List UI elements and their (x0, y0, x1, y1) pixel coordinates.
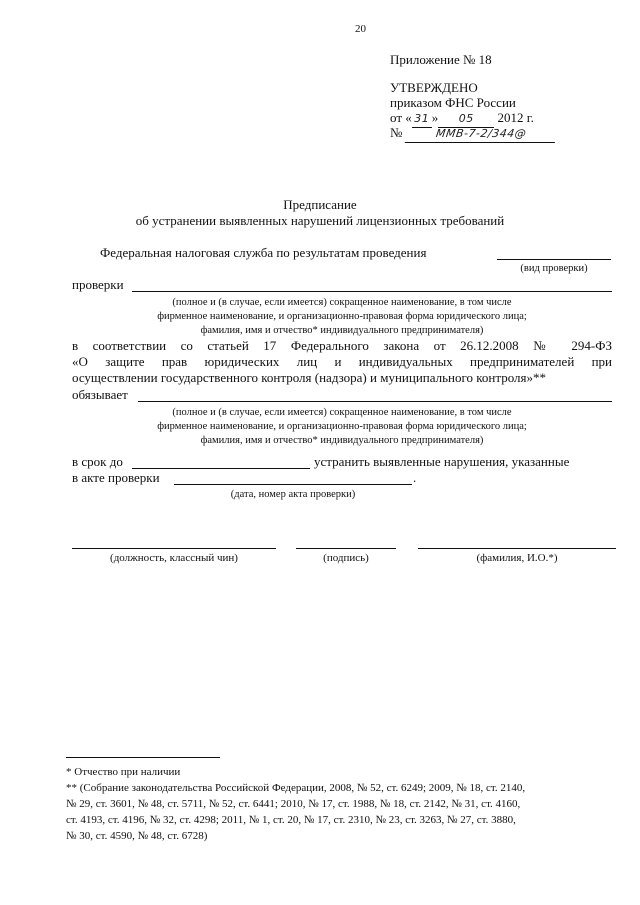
organization-field-1 (132, 291, 612, 292)
organization-field-2 (138, 401, 612, 402)
act-caption: (дата, номер акта проверки) (230, 489, 356, 500)
law-text-line3: осуществлении государственного контроля (надзора) и муниципального контроля»** (72, 370, 546, 385)
signature-field (296, 548, 396, 549)
footnote-2-line3: ст. 4193, ст. 4196, № 32, ст. 4298; 2011, № 1, ст. 20, № 17, ст. 2310, № 23, ст. 3263, № 27, ст. 3880, (66, 814, 516, 826)
document-title: Предписание (283, 197, 357, 212)
deadline-suffix: устранить выявленные нарушения, указанные (314, 454, 570, 469)
footnote-2-line1: ** (Собрание законодательства Российской Федерации, 2008, № 52, ст. 6249; 2009, № 18, ст. 2140, (66, 782, 526, 794)
order-number: ММВ-7-2/344@ (404, 126, 556, 143)
number-prefix: № (390, 125, 403, 140)
org-caption-1-line3: фамилия, имя и отчество* индивидуального предпринимателя) (200, 325, 484, 336)
deadline-field (132, 468, 310, 469)
date-month: 05 (438, 111, 494, 128)
document-subtitle: об устранении выявленных нарушений лицензионных требований (135, 213, 505, 228)
check-word: проверки (72, 277, 124, 292)
signature-caption: (подпись) (323, 552, 369, 564)
footnote-1: * Отчество при наличии (66, 766, 181, 778)
date-prefix: от « (390, 110, 412, 125)
deadline-prefix: в срок до (72, 454, 123, 469)
org-caption-2-line2: фирменное наименование, и организационно-правовая форма юридического лица; (157, 421, 527, 432)
act-field (174, 484, 412, 485)
footnote-2-line2: № 29, ст. 3601, № 48, ст. 5711, № 52, ст. 6441; 2010, № 17, ст. 1988, № 18, ст. 2142, № 31, ст. 4160, (66, 798, 521, 810)
position-caption: (должность, классный чин) (110, 552, 238, 564)
act-suffix: . (413, 470, 417, 485)
obliges-word: обязывает (72, 387, 128, 402)
law-text-line1: в соответствии со статьей 17 Федерального закона от 26.12.2008 № 294-ФЗ (72, 338, 612, 353)
name-field (418, 548, 616, 549)
footnote-2-line4: № 30, ст. 4590, № 48, ст. 6728) (66, 830, 208, 842)
org-caption-2-line1: (полное и (в случае, если имеется) сокращенное наименование, в том числе (172, 407, 512, 418)
footnote-separator (66, 757, 220, 758)
date-day: 31 (412, 111, 432, 128)
org-caption-1-line1: (полное и (в случае, если имеется) сокращенное наименование, в том числе (172, 297, 512, 308)
org-caption-2-line3: фамилия, имя и отчество* индивидуального предпринимателя) (200, 435, 484, 446)
order-number-line (390, 125, 556, 143)
appendix-label: Приложение № 18 (390, 52, 492, 67)
position-field (72, 548, 276, 549)
act-prefix: в акте проверки (72, 470, 160, 485)
approved-label: УТВЕРЖДЕНО (390, 80, 478, 95)
check-type-caption: (вид проверки) (520, 263, 588, 274)
name-caption: (фамилия, И.О.*) (476, 552, 558, 564)
date-mid: » (431, 110, 439, 125)
intro-text: Федеральная налоговая служба по результатам проведения (100, 245, 427, 260)
check-type-field (497, 259, 611, 260)
law-text-line2: «О защите прав юридических лиц и индивидуальных предпринимателей при (72, 354, 612, 369)
org-caption-1-line2: фирменное наименование, и организационно-правовая форма юридического лица; (157, 311, 527, 322)
order-line: приказом ФНС России (390, 95, 516, 110)
date-year: 2012 г. (497, 110, 534, 125)
page-number: 20 (355, 23, 366, 35)
